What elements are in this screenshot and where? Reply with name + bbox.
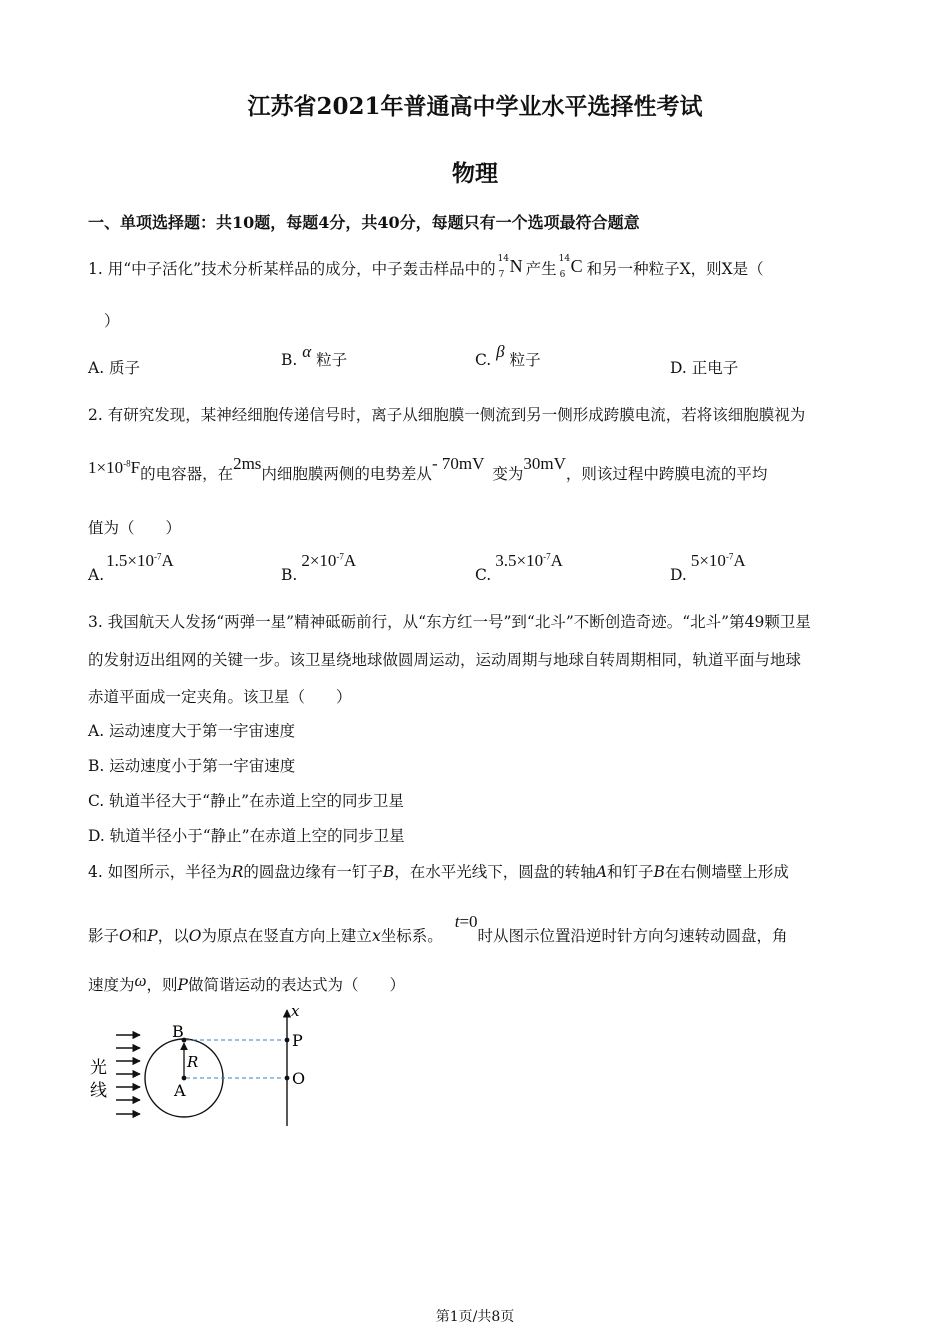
q4-var-O-2: O	[188, 927, 202, 945]
t-symbol: t	[454, 912, 460, 931]
label-R: R	[187, 1053, 199, 1071]
omega-symbol: ω	[134, 971, 147, 990]
carbon-nuclide	[557, 254, 587, 280]
final-voltage: 30mV	[523, 454, 566, 473]
q4-l1-d: 和钉子	[607, 863, 654, 881]
q2-text-d: 变为	[492, 465, 524, 483]
q4-var-R: R	[231, 863, 244, 881]
q4-l2-a: 影子	[88, 927, 120, 945]
q4-l2-f: 时从图示位置沿逆时针方向匀速转动圆盘，角	[477, 927, 788, 945]
capacitance-exponent: -8	[123, 458, 131, 469]
q2-option-c-exp: -7	[543, 551, 551, 562]
q2-option-a-exp: -7	[153, 551, 162, 562]
alpha-symbol: α	[302, 342, 312, 361]
q1-option-a: A. 质子	[88, 359, 141, 377]
q2-text-c: 内细胞膜两侧的电势差从	[261, 465, 432, 483]
q4-var-P-2: P	[177, 976, 188, 994]
time-interval: 2ms	[233, 454, 262, 473]
q2-option-d-value	[691, 551, 746, 570]
q1-option-c-text: 粒子	[509, 351, 541, 369]
t-value: =0	[459, 912, 478, 931]
q1-text-c: 和另一种粒子X，则X是（	[586, 260, 764, 278]
q2-option-b-value	[301, 551, 356, 570]
q3-option-b: B. 运动速度小于第一宇宙速度	[88, 757, 296, 775]
q2-option-b-exp: -7	[336, 551, 344, 562]
q4-l1-e: 在右侧墙壁上形成	[664, 863, 789, 881]
label-P: P	[292, 1031, 303, 1050]
q2-option-a-value	[106, 551, 174, 570]
q2-text-b: 的电容器，在	[140, 465, 234, 483]
q2-option-c-value	[495, 551, 563, 570]
q2-option-a-unit: A	[161, 551, 174, 570]
page-number: 第1页/共8页	[435, 1309, 515, 1325]
q4-l1-b: 的圆盘边缘有一钉子	[243, 863, 383, 881]
capacitance	[88, 458, 140, 477]
q2-line-3: 值为（ ）	[88, 519, 182, 537]
q4-var-B: B	[382, 863, 395, 881]
q4-line-1	[88, 860, 789, 882]
q4-line-2	[88, 912, 788, 946]
q2-option-c-label: C.	[475, 566, 492, 584]
q2-option-d	[670, 551, 746, 584]
exam-title: 江苏省2021年普通高中学业水平选择性考试	[247, 93, 703, 120]
q1-option-b-text: 粒子	[316, 351, 348, 369]
q4-l3-b: ，则	[146, 976, 178, 994]
q2-option-c-unit: A	[550, 551, 563, 570]
axis-point-A	[182, 1076, 187, 1081]
q4-l2-b: 和	[131, 927, 148, 945]
q3-option-a: A. 运动速度大于第一宇宙速度	[88, 722, 296, 740]
q2-option-c	[475, 551, 563, 584]
capacitance-base: 1×10	[88, 458, 124, 477]
q2-option-b-base: 2×10	[301, 551, 337, 570]
q2-option-d-base: 5×10	[690, 551, 726, 570]
q4-line-3	[88, 973, 405, 995]
shadow-point-P	[285, 1038, 290, 1043]
q2-option-d-exp: -7	[725, 551, 734, 562]
q1-option-c-label: C.	[475, 351, 492, 369]
q4-l2-e: 坐标系。	[380, 927, 443, 945]
label-B: B	[172, 1022, 184, 1041]
nitrogen-nuclide	[496, 254, 526, 280]
q1-option-b	[281, 342, 348, 370]
q3-option-d: D. 轨道半径小于“静止”在赤道上空的同步卫星	[88, 827, 405, 845]
q4-var-B-2: B	[653, 863, 665, 881]
q2-option-d-label: D.	[670, 566, 687, 584]
q3-option-c: C. 轨道半径大于“静止”在赤道上空的同步卫星	[88, 792, 405, 810]
q4-l3-c: 做简谐运动的表达式为（ ）	[187, 976, 405, 994]
q4-var-A: A	[595, 863, 608, 881]
section-heading: 一、单项选择题：共10题，每题4分，共40分，每题只有一个选项最符合题意	[88, 213, 640, 232]
n-mass-number: 14	[497, 254, 510, 264]
light-arrows	[116, 1035, 140, 1114]
q2-option-a	[88, 551, 174, 584]
q2-option-d-unit: A	[733, 551, 746, 570]
c-atomic-number: 6	[559, 270, 566, 280]
c-symbol: C	[570, 256, 583, 276]
q3-line-3: 赤道平面成一定夹角。该卫星（ ）	[88, 688, 352, 706]
q2-option-b-label: B.	[281, 566, 298, 584]
q2-line-1: 2. 有研究发现，某神经细胞传递信号时，离子从细胞膜一侧流到另一侧形成跨膜电流，若将该细胞膜视为	[88, 406, 806, 424]
n-symbol: N	[509, 256, 523, 276]
q2-option-a-base: 1.5×10	[106, 551, 154, 570]
q4-l2-c: ，以	[157, 927, 189, 945]
question-1-stem	[88, 254, 764, 280]
beta-symbol: β	[496, 342, 505, 361]
c-mass-number: 14	[558, 254, 571, 264]
q2-text-e: ，则该过程中跨膜电流的平均	[565, 465, 768, 483]
n-atomic-number: 7	[498, 270, 505, 280]
light-label-2: 线	[90, 1081, 107, 1101]
q4-var-x: x	[371, 927, 381, 945]
q2-line-2	[88, 454, 768, 483]
label-O: O	[292, 1069, 306, 1088]
q4-var-P: P	[147, 927, 158, 945]
q4-l1-a: 4. 如图所示，半径为	[88, 863, 232, 881]
label-A: A	[174, 1081, 186, 1100]
q2-option-b	[281, 551, 357, 584]
q2-option-b-unit: A	[343, 551, 357, 570]
light-label-1: 光	[90, 1058, 107, 1078]
q2-option-c-base: 3.5×10	[495, 551, 544, 570]
q1-option-d: D. 正电子	[670, 359, 739, 377]
q4-l3-a: 速度为	[88, 976, 135, 994]
q4-figure	[80, 1000, 320, 1130]
q1-text-b: 产生	[525, 260, 557, 278]
q2-option-a-label: A.	[88, 566, 105, 584]
q1-text-d: ）	[104, 312, 120, 330]
q1-option-b-label: B.	[281, 351, 298, 369]
initial-voltage: - 70mV	[431, 454, 485, 473]
q1-text-a: 1. 用“中子活化”技术分析某样品的成分，中子轰击样品中的	[88, 260, 496, 278]
t-equals-zero	[455, 912, 478, 931]
q1-option-c	[475, 342, 541, 370]
q4-l2-d: 为原点在竖直方向上建立	[201, 927, 372, 945]
subject-title: 物理	[452, 160, 498, 187]
label-x: x	[291, 1002, 300, 1020]
q4-l1-c: ，在水平光线下，圆盘的转轴	[394, 863, 596, 881]
shadow-point-O	[285, 1076, 290, 1081]
capacitance-unit: F	[130, 458, 141, 477]
q3-line-2: 的发射迈出组网的关键一步。该卫星绕地球做圆周运动，运动周期与地球自转周期相同，轨道平面与地球	[88, 651, 802, 669]
q4-var-O: O	[119, 927, 132, 945]
q3-line-1: 3. 我国航天人发扬“两弹一星”精神砥砺前行，从“东方红一号”到“北斗”不断创造奇迹。“北斗”第49颗卫星	[88, 613, 811, 631]
